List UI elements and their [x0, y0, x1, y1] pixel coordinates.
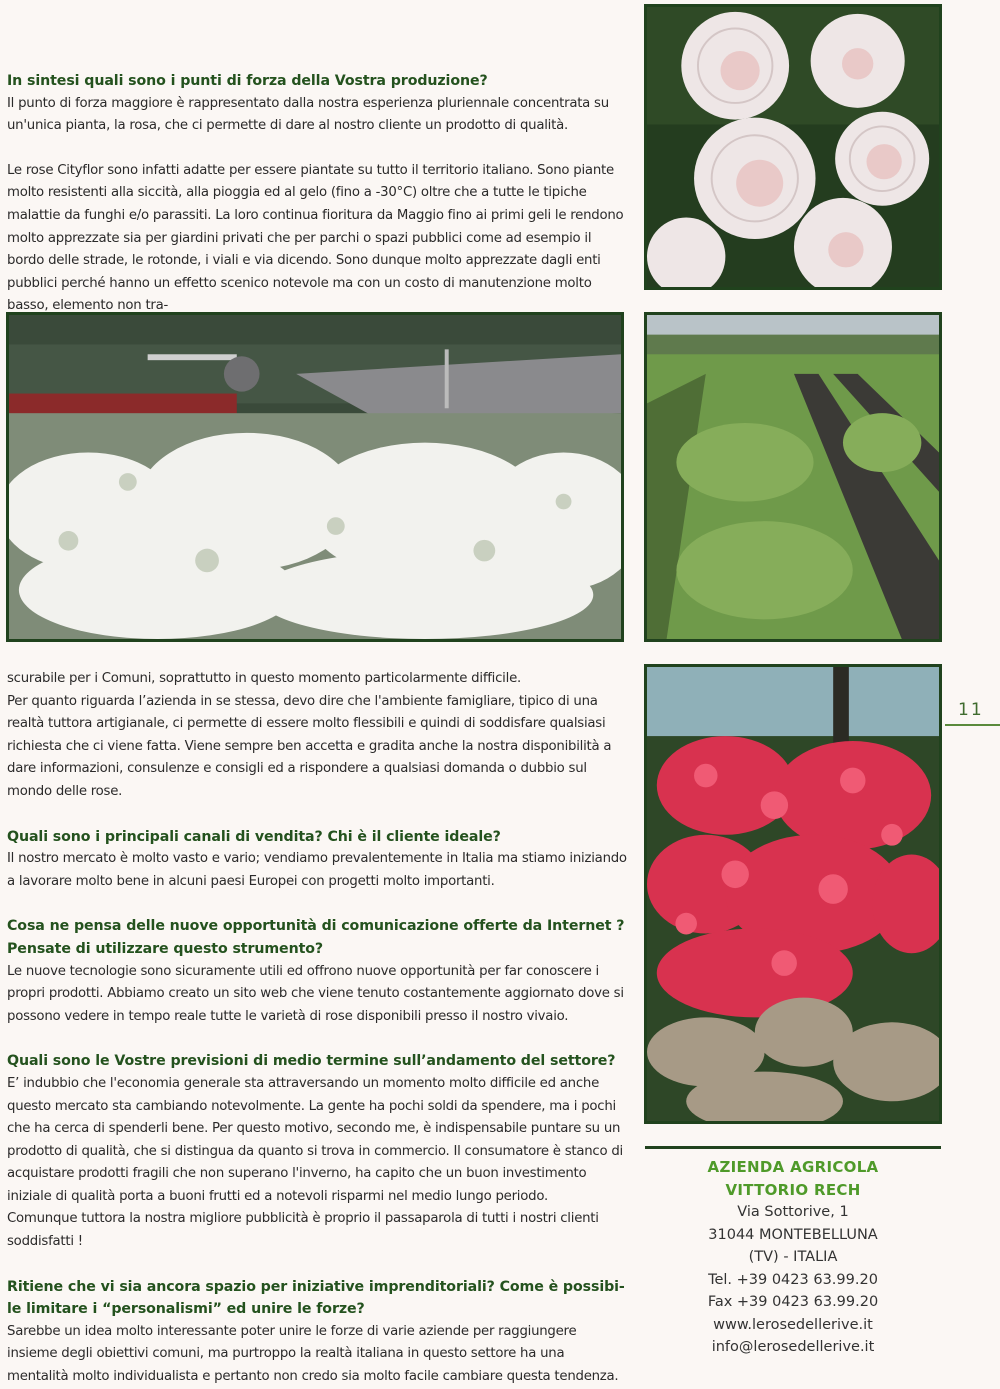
answer-paragraph: Il nostro mercato è molto vasto e vario; vendiamo prevalentemente in Italia ma stiamo iniziando a lavorare molto bene in alcuni paesi Europei con progetti molto importanti. — [7, 851, 627, 889]
roundabout-roses-photo — [6, 312, 624, 642]
question-heading: Quali sono i principali canali di vendita? Chi è il cliente ideale? — [7, 828, 501, 845]
interview-text-block — [7, 668, 627, 1389]
question-heading: In sintesi quali sono i punti di forza della Vostra produzione? — [7, 73, 488, 89]
company-fax: Fax +39 0423 63.99.20 — [707, 1294, 879, 1310]
company-phone: Tel. +39 0423 63.99.20 — [708, 1271, 878, 1288]
nursery-field-photo — [644, 312, 942, 642]
answer-paragraph: Per quanto riguarda l’azienda in se stessa, devo dire che l'ambiente famigliare, tipico di una realtà tuttora artigianale, ci permette di essere molto flessibili e quindi di soddisfare qualsiasi richiesta che ci viene fatta. Viene sempre ben accetta e gradita anche la nostra disponibilità a dare informazioni, consulenze e consigli ed a rispondere a qualsiasi domanda o dubbio sul mondo delle rose. — [7, 693, 612, 799]
answer-paragraph: Sarebbe un idea molto interessante poter unire le forze di varie aziende per raggiungere insieme degli obiettivi comuni, ma purtroppo la realtà italiana in questo settore ha una mentalità molto individualista e pertanto non credo sia molto facile cambiare questa tendenza. — [7, 1323, 619, 1385]
page-number-rule — [945, 724, 1000, 726]
answer-paragraph: Comunque tuttora la nostra migliore pubblicità è proprio il passaparola di tutti i nostri clienti soddisfatti ! — [7, 1211, 599, 1250]
company-name-line1: AZIENDA AGRICOLA — [707, 1158, 879, 1176]
question-heading: Quali sono le Vostre previsioni di medio termine sull’andamento del settore? — [7, 1053, 616, 1070]
company-contact-block — [645, 1156, 941, 1359]
answer-paragraph: E’ indubbio che l'economia generale sta attraversando un momento molto difficile ed anche questo mercato sta cambiando notevolmente. La gente ha pochi soldi da spendere, ma i pochi che ha cerca di spenderli bene. Per questo motivo, secondo me, è indispensabile puntare su un prodotto di qualità, che si distingua da quanto si trova in commercio. Il consumatore è stanco di acquistare prodotti fragili che non superano l'inverno, ha capito che un buon investimento iniziale di qualità porta a buoni frutti ed a notevoli risparmi nel medio lungo periodo. — [7, 1075, 623, 1204]
company-email-link[interactable]: info@lerosedellerive.it — [711, 1339, 875, 1355]
page-number: 11 — [958, 700, 984, 720]
company-address-city: 31044 MONTEBELLUNA — [708, 1226, 878, 1243]
question-heading: Cosa ne pensa delle nuove opportunità di comunicazione offerte da Internet ? Pensate di utilizzare questo strumento? — [7, 918, 625, 957]
answer-paragraph: Le nuove tecnologie sono sicuramente utili ed offrono nuove opportunità per far conoscere i propri prodotti. Abbiamo creato un sito web che viene tenuto costantemente aggiornato dove si possono vedere in tempo reale tutte le varietà di rose disponibili presso il nostro vivaio. — [7, 963, 624, 1024]
company-rule — [645, 1146, 941, 1149]
question-heading: Ritiene che vi sia ancora spazio per iniziative imprenditoriali? Come è possibile limitare i “personalismi” ed unire le forze? — [7, 1278, 625, 1318]
answer-paragraph: scurabile per i Comuni, soprattutto in questo momento particolarmente difficile. — [7, 671, 521, 686]
answer-paragraph: Il punto di forza maggiore è rappresentato dalla nostra esperienza pluriennale concentrata su un'unica pianta, la rosa, che ci permette di dare al nostro cliente un prodotto di qualità. — [7, 95, 609, 134]
answer-paragraph: Le rose Cityflor sono infatti adatte per essere piantate su tutto il territorio italiano. Sono piante molto resistenti alla siccità, alla pioggia ed al gelo (fino a -30°C) oltre che a tutte le tipiche malattie da funghi e/o parassiti. La loro continua fioritura da Maggio fino ai primi geli le rendono molto apprezzate sia per giardini privati che per parchi o spazi pubblici come ad esempio il bordo delle strade, le rotonde, i viali e via dicendo. Sono dunque molto apprezzate dagli enti pubblici perché hanno un effetto scenico notevole ma con un costo di manutenzione molto basso, elemento non tra- — [7, 162, 624, 314]
company-address-street: Via Sottorive, 1 — [737, 1204, 849, 1220]
company-address-country: (TV) - ITALIA — [748, 1249, 838, 1265]
company-website-link[interactable]: www.lerosedellerive.it — [713, 1316, 873, 1333]
intro-text-block — [7, 70, 627, 318]
company-name-line2: VITTORIO RECH — [725, 1180, 861, 1199]
pink-roses-photo — [644, 664, 942, 1124]
white-roses-photo — [644, 4, 942, 290]
